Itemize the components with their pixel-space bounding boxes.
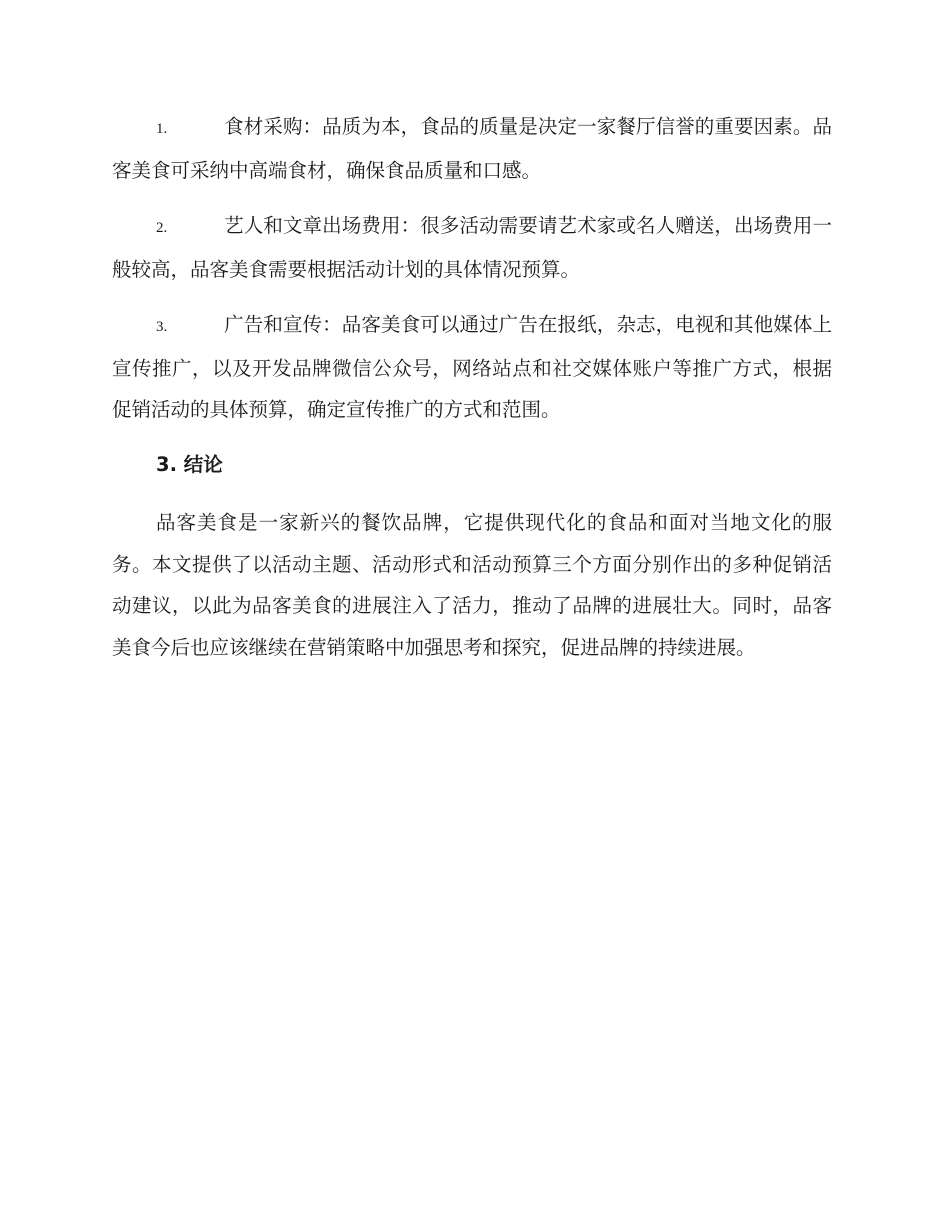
list-item xyxy=(112,106,832,191)
list-number: 2. xyxy=(156,220,168,236)
document-page xyxy=(112,106,832,668)
list-item xyxy=(112,304,832,430)
list-item xyxy=(112,205,832,290)
conclusion-heading: 3. 结论 xyxy=(156,453,223,476)
list-item-text: 艺人和文章出场费用：很多活动需要请艺术家或名人赠送，出场费用一般较高，品客美食需要根据活动计划的具体情况预算。 xyxy=(112,214,832,281)
conclusion-paragraph: 品客美食是一家新兴的餐饮品牌，它提供现代化的食品和面对当地文化的服务。本文提供了以活动主题、活动形式和活动预算三个方面分别作出的多种促销活动建议，以此为品客美食的进展注入了活力，推动了品牌的进展壮大。同时，品客美食今后也应该继续在营销策略中加强思考和探究，促进品牌的持续进展。 xyxy=(112,511,832,659)
list-number: 3. xyxy=(156,319,168,335)
list-number: 1. xyxy=(156,121,168,137)
list-item-text: 广告和宣传：品客美食可以通过广告在报纸，杂志，电视和其他媒体上宣传推广，以及开发品牌微信公众号，网络站点和社交媒体账户等推广方式，根据促销活动的具体预算，确定宣传推广的方式和范围。 xyxy=(112,313,832,421)
list-item-text: 食材采购：品质为本，食品的质量是决定一家餐厅信誉的重要因素。品客美食可采纳中高端食材，确保食品质量和口感。 xyxy=(112,115,832,182)
